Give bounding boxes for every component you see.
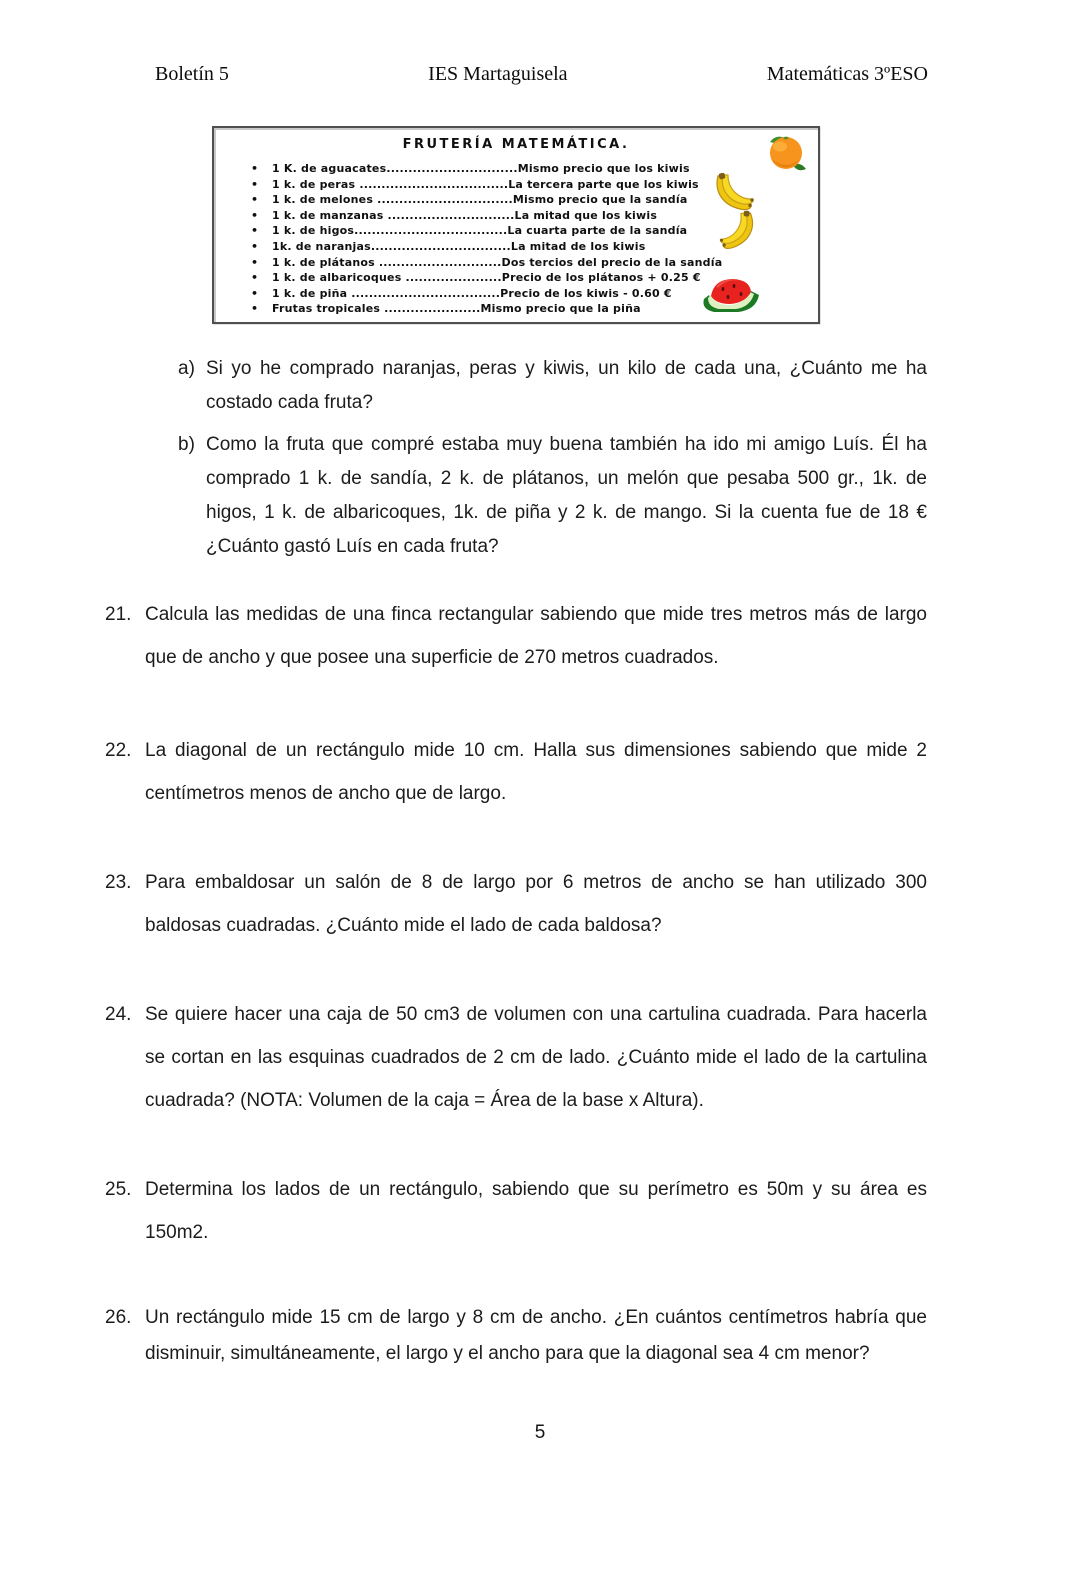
page-header	[155, 63, 928, 86]
sub-problem-b	[178, 428, 927, 564]
problem-25	[105, 1168, 927, 1254]
fruit-box-title: FRUTERÍA MATEMÁTICA.	[402, 137, 630, 152]
problem-number: 26.	[105, 1307, 132, 1328]
orange-icon	[765, 133, 807, 178]
fruit-price-item: • 1 k. de piña ..................................Precio de los kiwis - 0.60 €	[249, 286, 818, 302]
fruit-price-item: • 1 k. de manzanas .............................La mitad que los kiwis	[249, 208, 818, 224]
problem-23	[105, 861, 927, 947]
fruit-price-box	[212, 126, 820, 324]
problem-number: 23.	[105, 872, 132, 893]
header-booklet-title: Boletín 5	[155, 63, 229, 85]
fruit-price-item: • 1 K. de aguacates..............................Mismo precio que los kiwis	[249, 161, 818, 177]
watermelon-icon	[700, 274, 762, 319]
problem-text: Determina los lados de un rectángulo, sabiendo que su perímetro es 50m y su área es 150m2.	[145, 1179, 927, 1243]
bananas-icon	[714, 209, 764, 260]
header-school-name: IES Martaguisela	[428, 63, 568, 85]
problem-26	[105, 1300, 927, 1372]
problem-number: 21.	[105, 604, 132, 625]
sub-problem-marker: b)	[178, 434, 195, 455]
problem-text: Para embaldosar un salón de 8 de largo por 6 metros de ancho se han utilizado 300 baldosas cuadradas. ¿Cuánto mide el lado de cada baldosa?	[145, 872, 927, 936]
sub-problem-a	[178, 352, 927, 420]
problem-number: 22.	[105, 740, 132, 761]
fruit-price-item: • 1 k. de plátanos ............................Dos tercios del precio de la sandía	[249, 255, 818, 271]
header-course-name: Matemáticas 3ºESO	[766, 63, 928, 85]
problem-text: La diagonal de un rectángulo mide 10 cm. Halla sus dimensiones sabiendo que mide 2 centímetros menos de ancho que de largo.	[145, 740, 927, 804]
fruit-price-item: • 1 k. de peras ..................................La tercera parte que los kiwis	[249, 177, 818, 193]
fruit-price-item: • 1 k. de higos...................................La cuarta parte de la sandía	[249, 223, 818, 239]
fruit-price-item: • Frutas tropicales ......................Mismo precio que la piña	[249, 301, 818, 317]
sub-problem-text: Como la fruta que compré estaba muy buena también ha ido mi amigo Luís. Él ha comprado 1 k. de sandía, 2 k. de plátanos, un melón que pesaba 500 gr., 1k. de higos, 1 k. de albaricoques, 1k. de piña y 2 k. de mango. Si la cuenta fue de 18 € ¿Cuánto gastó Luís en cada fruta?	[206, 434, 927, 557]
sub-problem-marker: a)	[178, 358, 195, 379]
page-number: 5	[534, 1422, 546, 1443]
sub-problem-list	[178, 352, 927, 564]
problem-21	[105, 593, 927, 679]
problem-text: Un rectángulo mide 15 cm de largo y 8 cm de ancho. ¿En cuántos centímetros habría que disminuir, simultáneamente, el largo y el ancho para que la diagonal sea 4 cm menor?	[145, 1307, 927, 1364]
sub-problem-text: Si yo he comprado naranjas, peras y kiwis, un kilo de cada una, ¿Cuánto me ha costado cada fruta?	[206, 358, 927, 413]
problem-24	[105, 993, 927, 1122]
fruit-price-item: • 1k. de naranjas................................La mitad de los kiwis	[249, 239, 818, 255]
fruit-price-item: • 1 k. de albaricoques ......................Precio de los plátanos + 0.25 €	[249, 270, 818, 286]
problem-number: 24.	[105, 1004, 132, 1025]
problem-text: Calcula las medidas de una finca rectangular sabiendo que mide tres metros más de largo que de ancho y que posee una superficie de 270 metros cuadrados.	[145, 604, 927, 668]
problem-list	[105, 593, 927, 1372]
problem-text: Se quiere hacer una caja de 50 cm3 de volumen con una cartulina cuadrada. Para hacerla se cortan en las esquinas cuadrados de 2 cm de lado. ¿Cuánto mide el lado de la cartulina cuadrada? (NOTA: Volumen de la caja = Área de la base x Altura).	[145, 1004, 927, 1111]
fruit-price-item: • 1 k. de melones ...............................Mismo precio que la sandía	[249, 192, 818, 208]
problem-22	[105, 729, 927, 815]
problem-number: 25.	[105, 1179, 132, 1200]
